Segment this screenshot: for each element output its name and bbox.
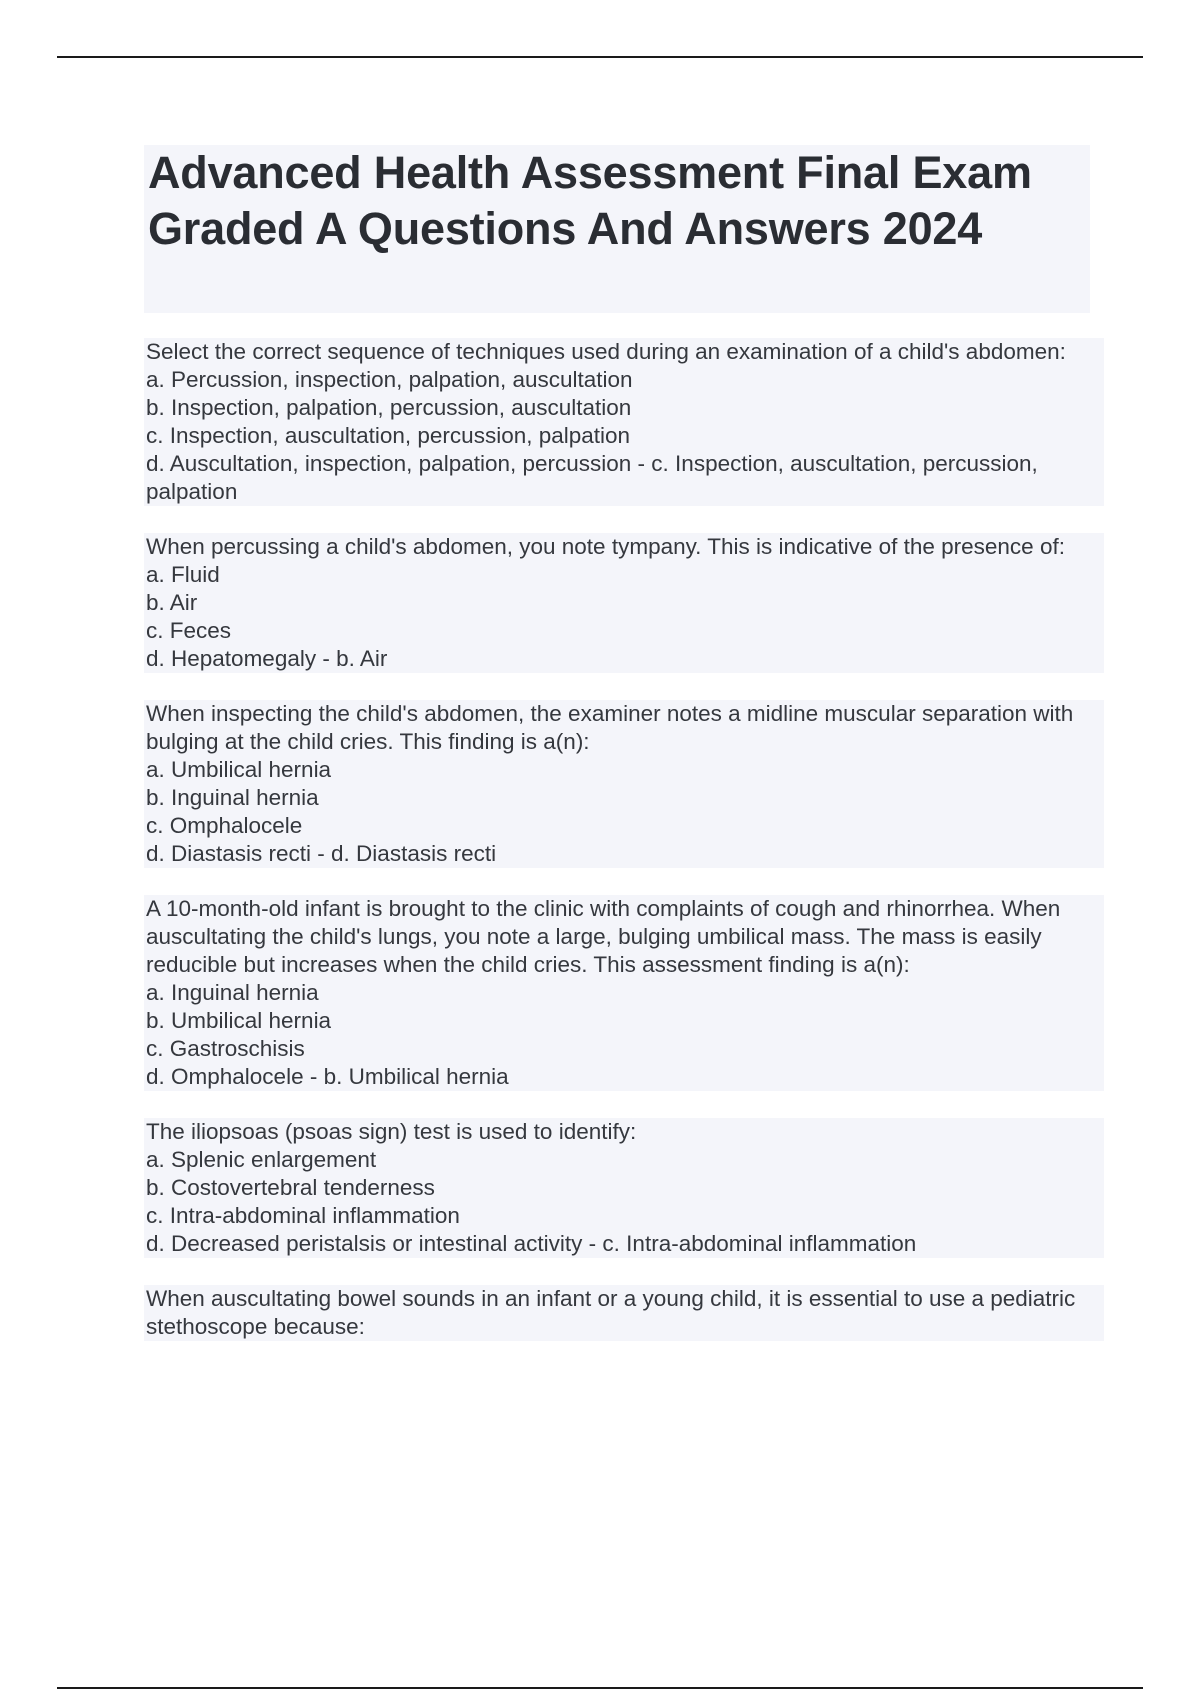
answer-option: d. Omphalocele - b. Umbilical hernia xyxy=(144,1063,1104,1091)
question-text: Select the correct sequence of techniques used during an examination of a child's abdomen: xyxy=(144,338,1104,366)
answer-option: a. Umbilical hernia xyxy=(144,756,1104,784)
question-list xyxy=(144,338,1104,1368)
question-text: The iliopsoas (psoas sign) test is used to identify: xyxy=(144,1118,1104,1146)
answer-option: b. Umbilical hernia xyxy=(144,1007,1104,1035)
question-text: A 10-month-old infant is brought to the clinic with complaints of cough and rhinorrhea. When auscultating the child's lungs, you note a large, bulging umbilical mass. The mass is easily reducible but increases when the child cries. This assessment finding is a(n): xyxy=(144,895,1104,979)
answer-option: c. Gastroschisis xyxy=(144,1035,1104,1063)
top-divider xyxy=(57,56,1143,58)
answer-option: d. Decreased peristalsis or intestinal activity - c. Intra-abdominal inflammation xyxy=(144,1230,1104,1258)
answer-option: a. Inguinal hernia xyxy=(144,979,1104,1007)
answer-option: b. Inspection, palpation, percussion, auscultation xyxy=(144,394,1104,422)
title-block xyxy=(144,145,1090,313)
question-text: When auscultating bowel sounds in an infant or a young child, it is essential to use a pediatric stethoscope because: xyxy=(144,1285,1104,1341)
answer-option: b. Costovertebral tenderness xyxy=(144,1174,1104,1202)
question-text: When percussing a child's abdomen, you note tympany. This is indicative of the presence of: xyxy=(144,533,1104,561)
answer-option: d. Auscultation, inspection, palpation, percussion - c. Inspection, auscultation, percussion, palpation xyxy=(144,450,1104,506)
answer-option: a. Percussion, inspection, palpation, auscultation xyxy=(144,366,1104,394)
answer-option: c. Intra-abdominal inflammation xyxy=(144,1202,1104,1230)
question-item xyxy=(144,533,1104,673)
question-item xyxy=(144,1285,1104,1341)
question-text: When inspecting the child's abdomen, the examiner notes a midline muscular separation with bulging at the child cries. This finding is a(n): xyxy=(144,700,1104,756)
answer-option: d. Hepatomegaly - b. Air xyxy=(144,645,1104,673)
answer-option: a. Splenic enlargement xyxy=(144,1146,1104,1174)
answer-option: c. Inspection, auscultation, percussion, palpation xyxy=(144,422,1104,450)
answer-option: c. Feces xyxy=(144,617,1104,645)
page-title: Advanced Health Assessment Final Exam Graded A Questions And Answers 2024 xyxy=(148,147,1032,254)
answer-option: b. Inguinal hernia xyxy=(144,784,1104,812)
answer-option: b. Air xyxy=(144,589,1104,617)
answer-option: a. Fluid xyxy=(144,561,1104,589)
question-item xyxy=(144,895,1104,1091)
bottom-divider xyxy=(57,1687,1143,1689)
answer-option: c. Omphalocele xyxy=(144,812,1104,840)
question-item xyxy=(144,338,1104,506)
answer-option: d. Diastasis recti - d. Diastasis recti xyxy=(144,840,1104,868)
question-item xyxy=(144,700,1104,868)
question-item xyxy=(144,1118,1104,1258)
